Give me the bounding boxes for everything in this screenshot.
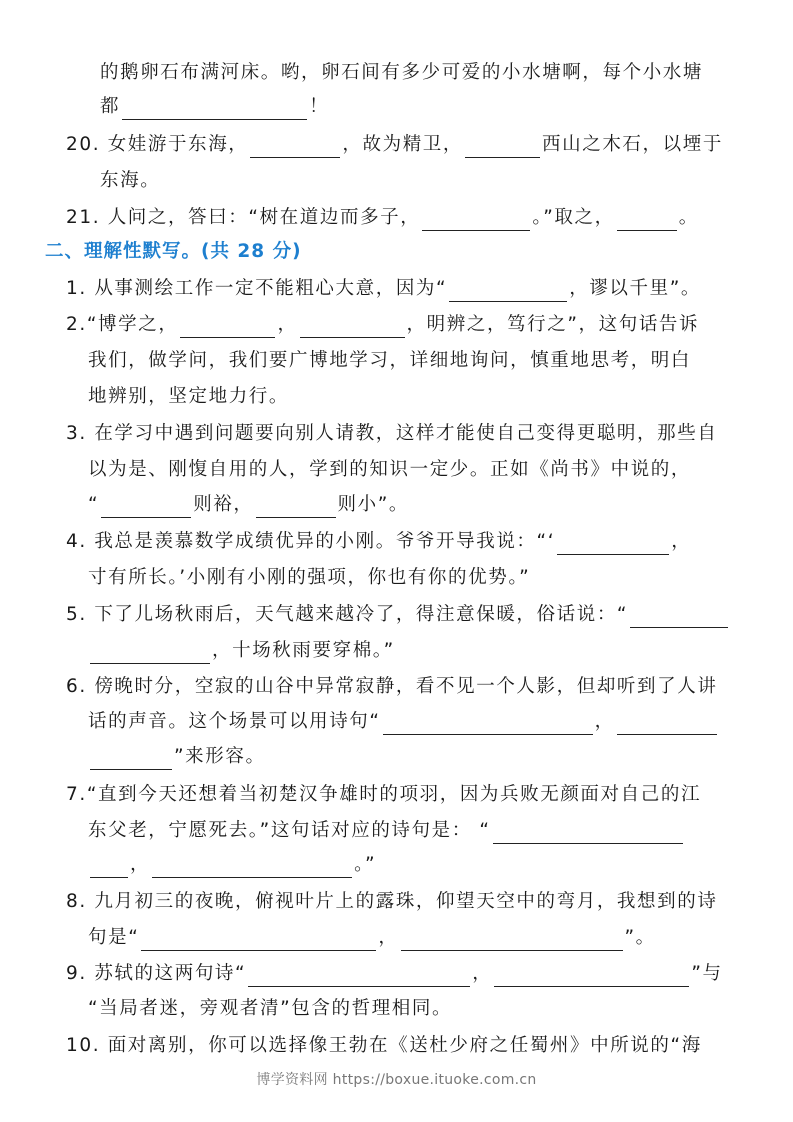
text-line (88, 709, 719, 735)
answer-blank[interactable] (557, 534, 669, 555)
answer-blank[interactable] (122, 99, 307, 120)
text-line (66, 889, 717, 915)
answer-blank[interactable] (248, 966, 470, 987)
text-segment: 4. 我总是羡慕数学成绩优异的小刚。爷爷开导我说：“‘ (66, 531, 556, 552)
text-line (88, 384, 289, 410)
text-segment: 。” (354, 854, 377, 875)
footer-watermark: 博学资料网 https://boxue.ituoke.com.cn (256, 1072, 537, 1088)
text-segment: 6. 傍晚时分，空寂的山谷中异常寂静，看不见一个人影，但却听到了人讲 (66, 676, 718, 697)
text-line (88, 457, 691, 483)
text-line (66, 421, 717, 447)
text-segment: ，明辨之，笃行之”，这句话告诉 (406, 314, 700, 335)
text-segment: 都 (100, 96, 121, 117)
text-segment: 3. 在学习中遇到问题要向别人请教，这样才能使自己变得更聪明，那些自 (66, 423, 718, 444)
answer-blank[interactable] (152, 857, 352, 878)
text-segment: 8. 九月初三的夜晚，俯视叶片上的露珠，仰望天空中的弯月，我想到的诗 (66, 891, 718, 912)
text-line (88, 638, 395, 664)
text-segment: 1. 从事测绘工作一定不能粗心大意，因为“ (66, 278, 448, 299)
text-segment: ”。 (624, 927, 656, 948)
text-segment: 。”取之， (532, 207, 615, 228)
text-segment: ， (594, 711, 615, 732)
answer-blank[interactable] (422, 210, 530, 231)
answer-blank[interactable] (493, 823, 683, 844)
text-segment: 以为是、刚愎自用的人，学到的知识一定少。正如《尚书》中说的， (88, 459, 692, 480)
text-segment: 5. 下了儿场秋雨后，天气越来越冷了，得注意保暖，俗话说：“ (66, 604, 629, 625)
text-segment: 7.“直到今天还想着当初楚汉争雄时的项羽，因为兵败无颜面对自己的江 (66, 784, 702, 805)
text-segment: ”来形容。 (174, 746, 266, 767)
answer-blank[interactable] (494, 966, 689, 987)
text-line (66, 132, 723, 158)
text-line (66, 529, 691, 555)
text-segment: 西山之木石，以堙于 (542, 134, 723, 155)
text-line (100, 60, 703, 86)
section-heading (45, 239, 302, 265)
text-segment: ， (671, 531, 692, 552)
text-segment: ， (130, 854, 151, 875)
answer-blank[interactable] (630, 607, 728, 628)
text-segment: 寸有所长。’小刚有小刚的强项，你也有你的优势。” (88, 567, 531, 588)
answer-blank[interactable] (101, 497, 191, 518)
text-line (88, 744, 266, 770)
text-segment: 句是“ (88, 927, 140, 948)
text-segment: 10. 面对离别，你可以选择像王勃在《送杜少府之任蜀州》中所说的“海 (66, 1035, 702, 1056)
answer-blank[interactable] (180, 317, 275, 338)
text-segment: “ (88, 494, 100, 515)
text-segment: 则裕， (193, 494, 254, 515)
answer-blank[interactable] (90, 643, 210, 664)
text-line (100, 94, 329, 120)
answer-blank[interactable] (401, 930, 623, 951)
text-segment: ，谬以千里”。 (569, 278, 702, 299)
answer-blank[interactable] (256, 497, 336, 518)
text-segment: 则小”。 (337, 494, 409, 515)
text-segment: 东父老，宁愿死去。”这句话对应的诗句是： “ (88, 820, 491, 841)
text-segment: 东海。 (100, 170, 161, 191)
text-line (66, 205, 699, 231)
text-segment: 话的声音。这个场景可以用诗句“ (88, 711, 381, 732)
text-segment: ， (277, 314, 298, 335)
answer-blank[interactable] (300, 317, 405, 338)
text-segment: 的鹅卵石布满河床。哟，卵石间有多少可爱的小水塘啊，每个小水塘 (100, 62, 704, 83)
text-line (88, 492, 409, 518)
answer-blank[interactable] (250, 137, 340, 158)
text-segment: ，故为精卫， (342, 134, 464, 155)
text-segment: “当局者迷，旁观者清”包含的哲理相同。 (88, 998, 453, 1019)
text-line (66, 961, 723, 987)
text-line (88, 565, 530, 591)
text-segment: 地辨别，坚定地力行。 (88, 386, 290, 407)
text-segment: ”与 (691, 963, 723, 984)
text-segment: ，十场秋雨要穿棉。” (212, 640, 395, 661)
answer-blank[interactable] (617, 210, 677, 231)
text-line (66, 1033, 702, 1059)
answer-blank[interactable] (90, 857, 128, 878)
text-line (66, 602, 730, 628)
text-segment: 。 (678, 207, 699, 228)
text-line (88, 925, 656, 951)
answer-blank[interactable] (90, 749, 172, 770)
text-line (66, 312, 699, 338)
text-line (88, 818, 685, 844)
text-segment: ！ (309, 96, 330, 117)
text-line (88, 852, 376, 878)
text-segment: 9. 苏轼的这两句诗“ (66, 963, 247, 984)
text-line (88, 348, 691, 374)
answer-blank[interactable] (383, 714, 593, 735)
text-segment: 二、理解性默写。(共 28 分) (45, 241, 302, 262)
text-line (88, 996, 452, 1022)
text-segment: 我们，做学问，我们要广博地学习，详细地询问，慎重地思考，明白 (88, 350, 692, 371)
text-line (66, 674, 717, 700)
answer-blank[interactable] (449, 281, 567, 302)
text-segment: 2.“博学之， (66, 314, 179, 335)
text-segment: ， (472, 963, 493, 984)
text-line (100, 168, 160, 194)
text-segment: 21. 人问之，答曰：“树在道边而多子， (66, 207, 421, 228)
answer-blank[interactable] (617, 714, 717, 735)
text-line (66, 782, 701, 808)
text-segment: ， (378, 927, 399, 948)
text-segment: 20. 女娃游于东海， (66, 134, 249, 155)
text-line (66, 276, 701, 302)
answer-blank[interactable] (141, 930, 376, 951)
answer-blank[interactable] (465, 137, 540, 158)
